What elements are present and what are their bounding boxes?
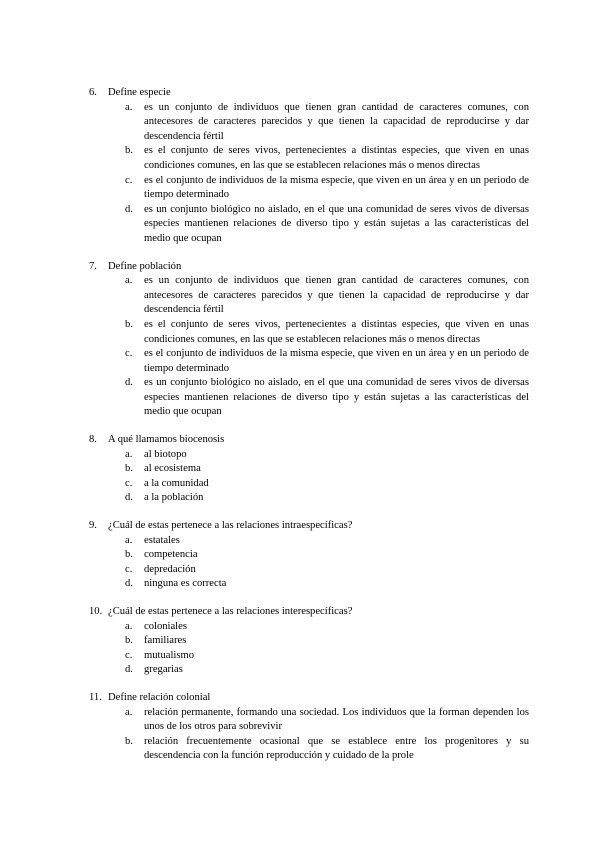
option-b [125,548,529,563]
option-b [125,318,529,347]
option-text: a la comunidad [144,477,209,489]
option-letter: a. [125,448,133,460]
option-letter: b. [125,635,133,647]
option-text: a la población [144,492,204,504]
option-list [89,101,529,247]
option-text: al biotopo [144,448,187,460]
option-letter: d. [125,492,133,504]
option-d [125,203,529,247]
option-letter: a. [125,706,133,718]
option-a [125,101,529,145]
question-heading [89,86,529,101]
option-letter: c. [125,174,133,186]
option-letter: c. [125,477,133,489]
option-list [89,274,529,420]
option-text: relación frecuentemente ocasional que se establece entre los progenitores y su descendencia con la función reproducción y cuidado de la prole [144,735,529,762]
option-letter: a. [125,101,133,113]
question-text: ¿Cuál de estas pertenece a las relaciones intraespecíficas? [108,520,353,532]
question-6 [89,86,529,247]
question-number: 6. [89,87,97,98]
question-10 [89,605,529,678]
option-b [125,634,529,649]
option-text: es el conjunto de seres vivos, pertenecientes a distintas especies, que viven en unas condiciones comunes, en las que se establecen relaciones más o menos directas [144,145,529,171]
option-text: estatales [144,534,180,546]
option-c [125,174,529,203]
option-letter: b. [125,735,133,747]
option-letter: d. [125,203,133,215]
question-heading [89,605,529,620]
option-text: competencia [144,549,198,561]
option-letter: d. [125,664,133,676]
question-number: 9. [89,520,97,532]
option-letter: a. [125,620,133,632]
option-letter: c. [125,348,133,360]
question-text: Define población [108,260,182,272]
option-a [125,620,529,635]
question-number: 8. [89,434,97,446]
option-d [125,663,529,678]
option-text: ninguna es correcta [144,578,227,590]
option-c [125,563,529,578]
option-text: gregarias [144,664,183,676]
option-a [125,706,529,735]
option-text: coloniales [144,620,187,632]
option-letter: b. [125,549,133,561]
question-8 [89,433,529,506]
question-heading [89,260,529,275]
option-letter: b. [125,318,133,330]
option-list [89,620,529,678]
option-text: es el conjunto de individuos de la misma especie, que viven en un área y en un periodo de tiempo determinado [144,348,529,374]
option-text: al ecosistema [144,463,201,475]
option-text: es un conjunto biológico no aislado, en el que una comunidad de seres vivos de diversas especies mantienen relaciones de diverso tipo y están sujetas a las características del medio que ocupan [144,377,529,418]
question-text: ¿Cuál de estas pertenece a las relaciones interespecíficas? [108,606,353,617]
option-b [125,462,529,477]
option-letter: b. [125,145,133,157]
question-9 [89,519,529,592]
question-7 [89,260,529,421]
option-list [89,534,529,592]
option-c [125,649,529,664]
option-a [125,274,529,318]
option-letter: d. [125,578,133,590]
option-letter: c. [125,563,133,575]
question-number: 11. [89,691,102,703]
option-text: es el conjunto de seres vivos, pertenecientes a distintas especies, que viven en unas condiciones comunes, en las que se establecen relaciones más o menos directas [144,318,529,345]
option-text: es un conjunto biológico no aislado, en el que una comunidad de seres vivos de diversas especies mantienen relaciones de diverso tipo y están sujetas a las características del medio que ocupan [144,203,529,244]
option-text: es un conjunto de individuos que tienen gran cantidad de caracteres comunes, con antecesores de caracteres parecidos y que tienen la capacidad de reproducirse y dar descendencia fértil [144,275,529,316]
question-11 [89,691,529,764]
option-text: depredación [144,563,196,575]
option-letter: b. [125,463,133,475]
question-text: A qué llamamos biocenosis [108,434,225,446]
option-text: familiares [144,635,187,647]
option-letter: d. [125,377,133,389]
question-number: 10. [89,606,103,617]
option-a [125,534,529,549]
question-heading [89,433,529,448]
option-a [125,448,529,463]
option-letter: a. [125,534,133,546]
option-text: es un conjunto de individuos que tienen gran cantidad de caracteres comunes, con antecesores de caracteres parecidos y que tienen la capacidad de reproducirse y dar descendencia fértil [144,101,529,142]
option-d [125,577,529,592]
option-c [125,347,529,376]
option-list [89,706,529,764]
option-d [125,491,529,506]
question-text: Define relación colonial [108,691,211,703]
question-heading [89,691,529,706]
option-b [125,144,529,173]
option-c [125,477,529,492]
option-text: relación permanente, formando una sociedad. Los individuos que la forman dependen los unos de los otros para sobrevivir [144,706,529,733]
option-letter: c. [125,649,133,661]
option-text: es el conjunto de individuos de la misma especie, que viven en un área y en un periodo de tiempo determinado [144,174,529,201]
question-number: 7. [89,260,97,272]
question-text: Define especie [108,87,171,98]
option-b [125,735,529,764]
option-d [125,376,529,420]
option-letter: a. [125,275,133,287]
question-list [89,86,529,777]
option-text: mutualismo [144,649,195,661]
option-list [89,448,529,506]
question-heading [89,519,529,534]
